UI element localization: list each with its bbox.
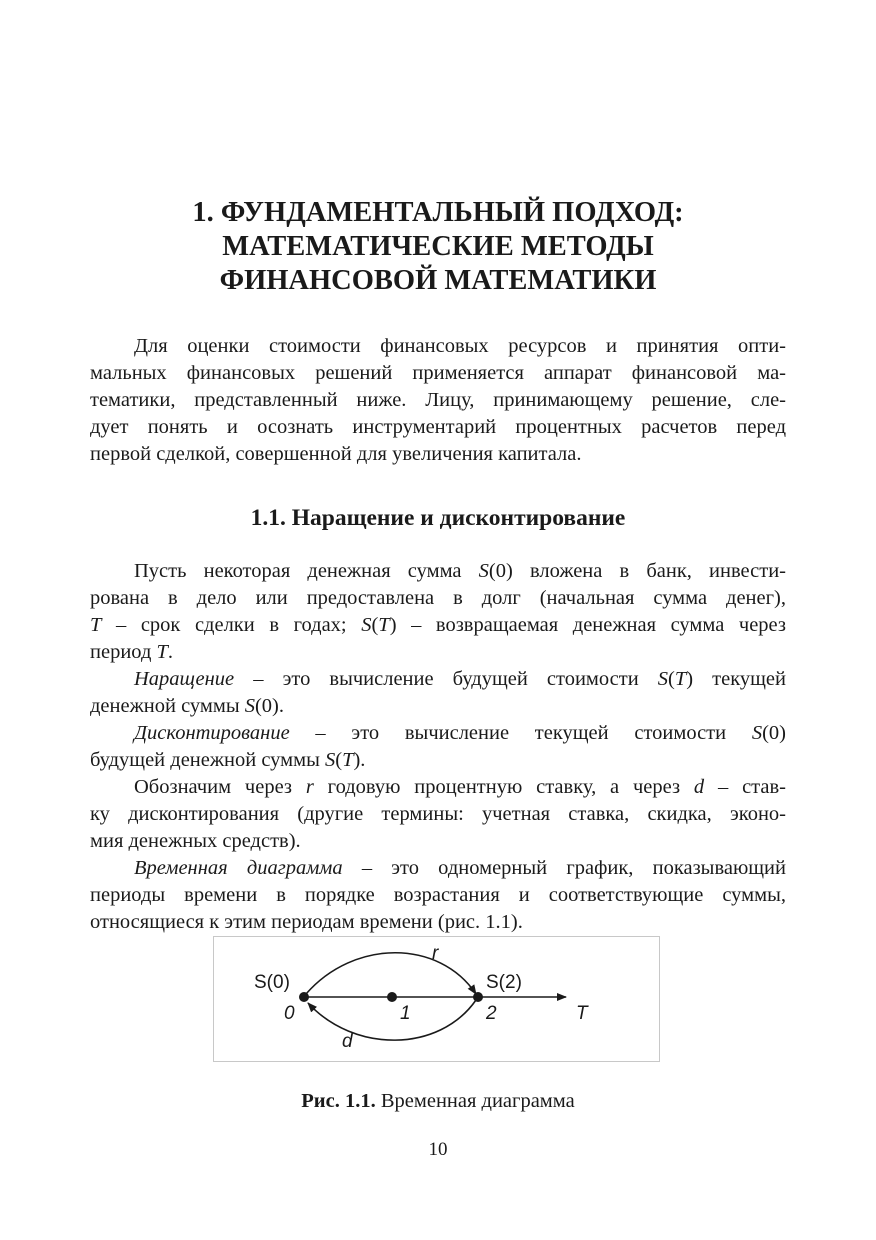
tick-label-1: 1	[400, 1003, 411, 1024]
chapter-title-line: 1. ФУНДАМЕНТАЛЬНЫЙ ПОДХОД:	[192, 197, 684, 228]
text-run: – это вычисление будущей стоимости	[234, 668, 658, 690]
text-run: – это одномерный график, показывающий	[342, 857, 786, 879]
text-run: Обозначим через	[134, 776, 306, 798]
math-var: T	[674, 668, 687, 690]
text-line	[90, 747, 786, 774]
text-line	[90, 720, 786, 747]
text-run: ) текущей	[686, 668, 786, 690]
math-var: S	[657, 668, 669, 690]
text-line	[90, 693, 786, 720]
time-diagram	[214, 937, 659, 1061]
math-var: S	[325, 749, 336, 771]
text-run: (	[335, 749, 343, 771]
text-run: денежной суммы	[90, 695, 245, 717]
intro-line: первой сделкой, совершенной для увеличения капитала.	[90, 443, 582, 465]
intro-line: мальных финансовых решений применяется аппарат финансовой ма-	[90, 362, 786, 384]
text-run: ) – возвращаемая денежная сумма через	[389, 614, 787, 636]
text-run: (0)	[762, 722, 786, 744]
term: Временная диаграмма	[134, 857, 343, 879]
math-var: S	[478, 560, 489, 582]
text-run: годовую процентную ставку, а через	[313, 776, 694, 798]
text-line	[90, 666, 786, 693]
discount-arc	[308, 1000, 476, 1040]
math-var: T	[90, 614, 102, 636]
label-s2: S(2)	[486, 972, 522, 993]
intro-line: Для оценки стоимости финансовых ресурсов и принятия опти-	[134, 335, 786, 357]
text-run: – став-	[704, 776, 786, 798]
text-run: – срок сделки в годах;	[101, 614, 362, 636]
text-line: рована в дело или предоставлена в долг (начальная сумма денег),	[90, 587, 786, 609]
page-number: 10	[428, 1139, 448, 1160]
caption-label: Рис. 1.1.	[301, 1090, 376, 1112]
text-line: относящиеся к этим периодам времени (рис. 1.1).	[90, 911, 523, 933]
text-run: Пусть некоторая денежная сумма	[134, 560, 479, 582]
math-var: S	[751, 722, 763, 744]
time-diagram-figure	[213, 936, 660, 1062]
discount-label: d	[342, 1031, 353, 1052]
tick-label-0: 0	[284, 1003, 295, 1024]
math-var: T	[342, 749, 354, 771]
chapter-title	[90, 196, 786, 298]
text-line: мия денежных средств).	[90, 830, 301, 852]
term: Наращение	[134, 668, 235, 690]
text-run: (	[668, 668, 675, 690]
text-run: .	[167, 641, 174, 663]
text-line	[90, 612, 786, 639]
intro-line: дует понять и осознать инструментарий процентных расчетов перед	[90, 416, 786, 438]
text-line	[90, 774, 786, 801]
text-run: ).	[353, 749, 366, 771]
text-line	[90, 558, 786, 585]
rate-label: r	[432, 943, 439, 964]
time-point-1	[387, 992, 397, 1002]
axis-label: T	[576, 1003, 588, 1024]
figure-caption	[90, 1088, 786, 1115]
text-run: (	[371, 614, 379, 636]
math-var: S	[361, 614, 372, 636]
chapter-title-line: ФИНАНСОВОЙ МАТЕМАТИКИ	[219, 265, 657, 296]
math-var: S	[244, 695, 255, 717]
time-point-0	[299, 992, 309, 1002]
math-var: T	[156, 641, 168, 663]
chapter-title-line: МАТЕМАТИЧЕСКИЕ МЕТОДЫ	[222, 231, 654, 262]
text-run: – это вычисление текущей стоимости	[289, 722, 752, 744]
intro-line: тематики, представленный ниже. Лицу, принимающему решение, сле-	[90, 389, 786, 411]
text-line	[90, 639, 786, 666]
math-var: d	[693, 776, 705, 798]
intro-paragraph	[90, 333, 786, 468]
text-run: (0).	[254, 695, 285, 717]
text-run: будущей денежной суммы	[90, 749, 325, 771]
text-run: (0) вложена в банк, инвести-	[488, 560, 787, 582]
caption-text: Временная диаграмма	[375, 1090, 575, 1112]
time-point-2	[473, 992, 483, 1002]
text-line	[90, 855, 786, 882]
text-line: периоды времени в порядке возрастания и соответствующие суммы,	[90, 884, 786, 906]
paragraph-definitions	[90, 558, 786, 936]
text-line: ку дисконтирования (другие термины: учетная ставка, скидка, эконо-	[90, 803, 786, 825]
section-title: 1.1. Наращение и дисконтирование	[250, 505, 626, 531]
accrual-arc	[306, 953, 476, 994]
text-run: период	[90, 641, 157, 663]
term: Дисконтирование	[134, 722, 290, 744]
tick-label-2: 2	[486, 1003, 497, 1024]
math-var: r	[305, 776, 314, 798]
math-var: T	[378, 614, 390, 636]
label-s0: S(0)	[254, 972, 290, 993]
